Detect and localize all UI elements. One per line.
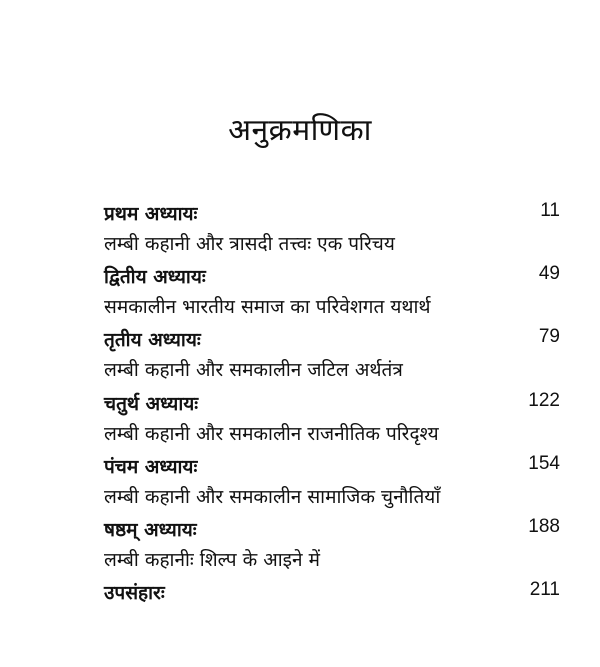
chapter-subtitle: समकालीन भारतीय समाज का परिवेशगत यथार्थ — [104, 296, 431, 318]
page-number: 154 — [528, 453, 560, 474]
chapter-subtitle: लम्बी कहानी और समकालीन राजनीतिक परिदृश्य — [104, 423, 439, 445]
toc-entry-4 — [104, 390, 560, 445]
chapter-heading: षष्ठम् अध्यायः — [104, 519, 197, 541]
toc-entry-3 — [104, 326, 560, 381]
chapter-subtitle: लम्बी कहानी और समकालीन जटिल अर्थतंत्र — [104, 359, 403, 381]
toc-entry-7 — [104, 579, 560, 609]
chapter-heading: उपसंहारः — [104, 582, 165, 604]
chapter-heading: पंचम अध्यायः — [104, 456, 198, 478]
toc-entry-5 — [104, 453, 560, 508]
toc-entry-1 — [104, 200, 560, 255]
page-number: 79 — [538, 326, 560, 347]
page-number: 49 — [538, 263, 560, 284]
page-number: 188 — [528, 516, 560, 537]
chapter-heading: चतुर्थ अध्यायः — [104, 393, 199, 415]
chapter-subtitle: लम्बी कहानी और समकालीन सामाजिक चुनौतियाँ — [104, 486, 441, 508]
chapter-heading: तृतीय अध्यायः — [104, 329, 201, 351]
page-title: अनुक्रमणिका — [228, 113, 372, 148]
page-number: 211 — [529, 579, 560, 600]
chapter-subtitle: लम्बी कहानी और त्रासदी तत्त्वः एक परिचय — [104, 233, 395, 255]
toc-entry-2 — [104, 263, 560, 318]
page-number: 122 — [528, 390, 560, 411]
page-number: 11 — [540, 200, 560, 221]
chapter-subtitle: लम्बी कहानीः शिल्प के आइने में — [104, 549, 320, 571]
toc-entry-6 — [104, 516, 560, 571]
chapter-heading: द्वितीय अध्यायः — [104, 266, 206, 288]
chapter-heading: प्रथम अध्यायः — [104, 203, 198, 225]
